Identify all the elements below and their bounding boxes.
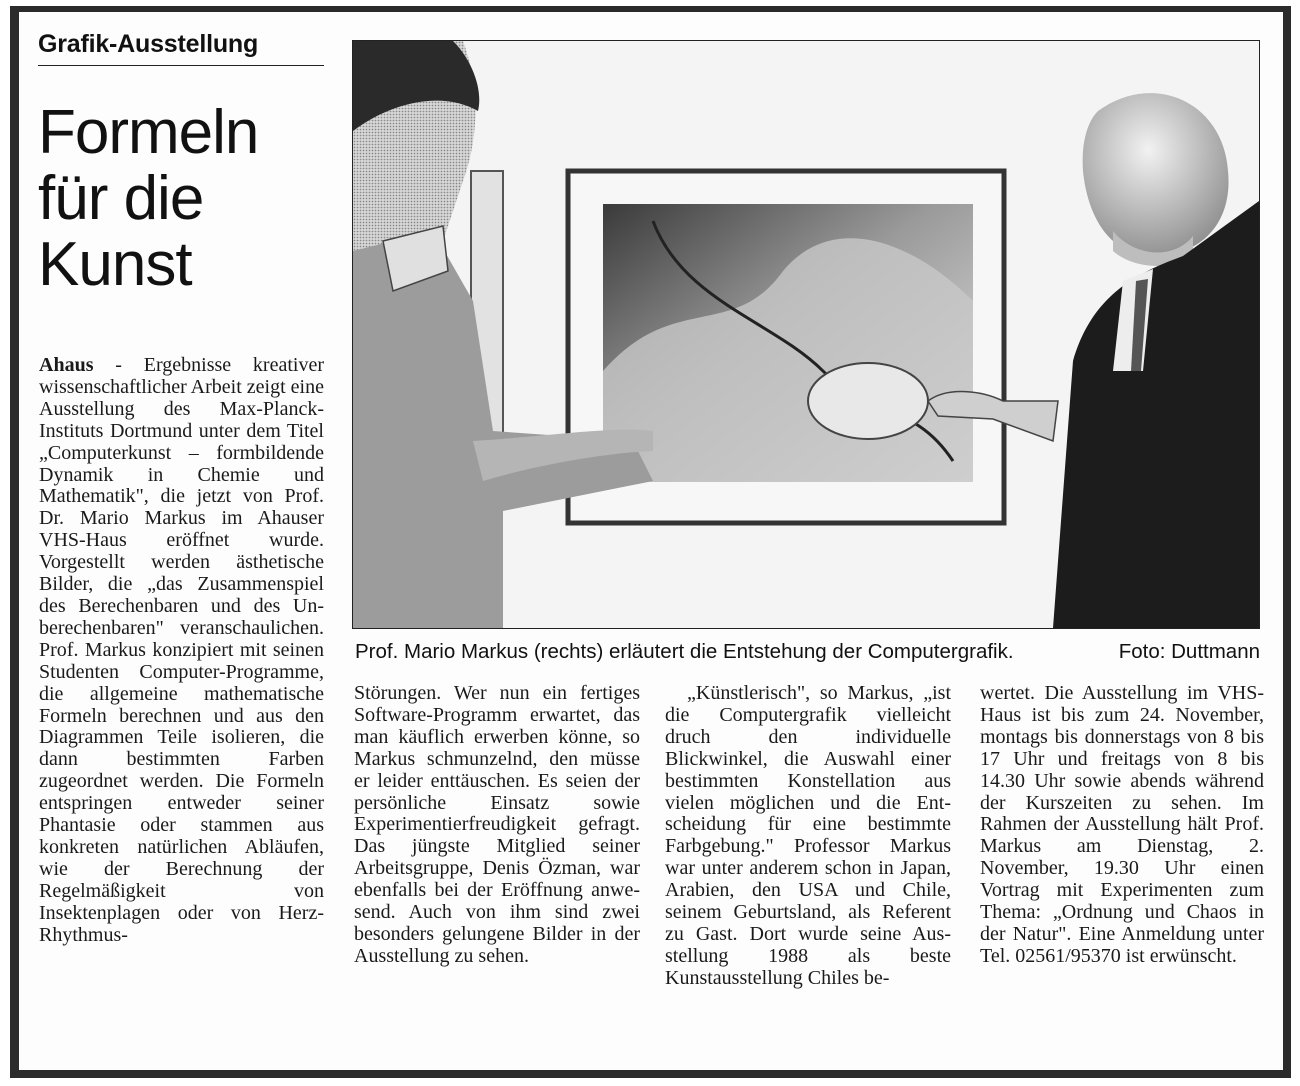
photo-caption [355,640,1260,664]
column-2-text: Störungen. Wer nun ein fertiges Software-Programm erwartet, das man käuflich erwerben könne, so Markus schmunzelnd, den müsse er leider enttäuschen. Es seien der persönliche Einsatz sowie Experimentierfreudigkeit gefragt. Das jüngste Mitglied seiner Arbeitsgruppe, Denis Özman, war ebenfalls bei der Eröffnung anwesend. Auch von ihm sind zwei besonders gelungene Bilder in der Ausstellung zu sehen. [354,682,640,967]
column-4-text: wertet. Die Ausstellung im VHS-Haus ist bis zum 24. November, montags bis donnerstags von 8 bis 17 Uhr und freitags von 8 bis 14.30 Uhr sowie abends während der Kurszeiten zu sehen. Im Rahmen der Ausstellung hält Prof. Markus am Dienstag, 2. November, 19.30 Uhr einen Vortrag mit Experimenten zum Thema: „Ordnung und Chaos in der Natur". Eine Anmeldung unter Tel. 02561/95370 ist erwünscht. [980,682,1264,967]
photo-illustration [353,41,1259,628]
column-3-text: „Künstlerisch", so Markus, „ist die Computergrafik vielleicht druch den individuelle Blickwinkel, die Auswahl einer bestimmten Konstellation aus vielen möglichen und die Entscheidung für eine bestimmte Farbgebung." Professor Markus war unter anderem schon in Japan, Arabien, den USA und Chile, seinem Geburtsland, als Referent zu Gast. Dort wurde seine Ausstellung 1988 als beste Kunstausstellung Chiles be- [665,682,951,989]
column-1-text: - Ergebnisse kreativer wissenschaftlicher Arbeit zeigt eine Ausstellung des Max-Planck-Instituts Dortmund unter dem Titel „Computerkunst – formbildende Dynamik in Chemie und Mathematik", die jetzt von Prof. Dr. Mario Markus im Ahauser VHS-Haus eröffnet wurde. Vorgestellt werden ästhetische Bilder, die „das Zusammenspiel des Berechenbaren und des Unberechenbaren" veranschaulichen. Prof. Markus konzipiert mit seinen Studenten Computer-Programme, die allgemeine mathematische Formeln berechnen und aus den Diagrammen Teile isolieren, die dann bestimmten Farben zugeordnet werden. Die Formeln entspringen entweder seiner Phantasie oder stammen aus konkreten natürlichen Abläufen, wie der Berechnung der Regelmäßigkeit von Insektenplagen oder von Herz-Rhythmus- [39,354,324,946]
article-column-3 [665,683,951,990]
photo-credit: Foto: Duttmann [1118,640,1260,663]
headline-line-3: Kunst [38,230,192,299]
article-column-4 [980,683,1264,968]
headline [38,100,338,298]
article-column-2 [354,683,640,968]
headline-line-1: Formeln [38,98,259,167]
dateline: Ahaus [39,354,94,376]
article-column-1 [39,355,324,946]
headline-line-2: für die [38,164,204,233]
article-photo [352,40,1260,629]
section-kicker: Grafik-Ausstellung [38,30,324,66]
caption-text: Prof. Mario Markus (rechts) erläutert die Entstehung der Computergrafik. [355,640,1014,663]
